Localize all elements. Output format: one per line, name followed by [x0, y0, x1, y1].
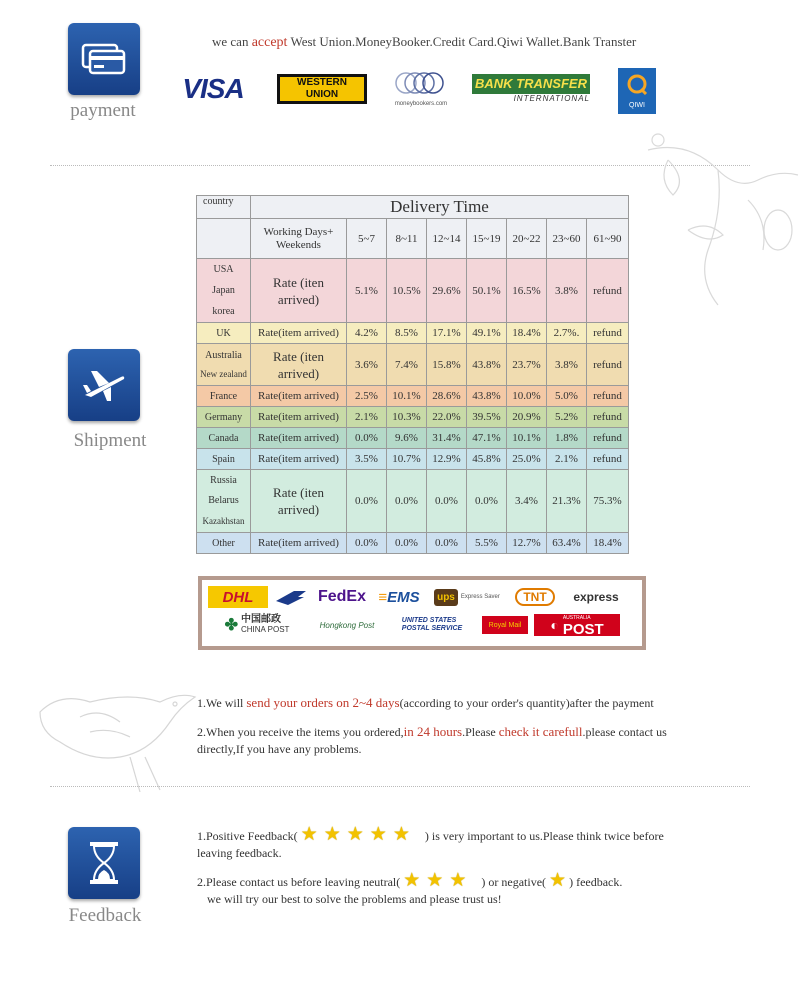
rate-cell: Rate(item arrived)	[251, 449, 347, 470]
value-cell: 10.1%	[387, 386, 427, 407]
value-cell: 47.1%	[467, 428, 507, 449]
fedex-logo: FedEx	[317, 588, 366, 605]
royal-mail-logo: Royal Mail	[482, 616, 528, 634]
table-row	[197, 407, 629, 428]
rate-cell: Rate(item arrived)	[251, 386, 347, 407]
value-cell: 4.2%	[347, 323, 387, 344]
value-cell: 12.7%	[507, 533, 547, 554]
value-cell: 2.5%	[347, 386, 387, 407]
value-cell: 5.0%	[547, 386, 587, 407]
value-cell: 1.8%	[547, 428, 587, 449]
value-cell: 21.3%	[547, 470, 587, 533]
feedback-icon-tile	[68, 827, 140, 899]
value-cell: 49.1%	[467, 323, 507, 344]
dhl-logo: DHL	[208, 586, 268, 608]
value-cell: 10.7%	[387, 449, 427, 470]
table-row	[197, 344, 629, 386]
value-cell: 0.0%	[387, 533, 427, 554]
divider	[50, 786, 750, 787]
column-header: 20~22	[507, 219, 547, 259]
ups-logo: ups Express Saver	[430, 586, 504, 608]
value-cell: 45.8%	[467, 449, 507, 470]
table-row	[197, 259, 629, 323]
western-union-logo: WESTERN UNION	[277, 74, 367, 104]
table-row	[197, 428, 629, 449]
shipment-icon-tile	[68, 349, 140, 421]
value-cell: 3.8%	[547, 259, 587, 323]
value-cell: 0.0%	[347, 533, 387, 554]
country-cell: UK	[197, 323, 251, 344]
rate-cell: Rate(item arrived)	[251, 407, 347, 428]
value-cell: 5.1%	[347, 259, 387, 323]
value-cell: 25.0%	[507, 449, 547, 470]
value-cell: refund	[587, 259, 629, 323]
star-icon: ★	[449, 870, 473, 891]
star-icon: ★	[426, 870, 450, 891]
airplane-icon	[81, 365, 127, 405]
star-icon: ★	[549, 870, 567, 891]
value-cell: 12.9%	[427, 449, 467, 470]
country-cell: USA Japan korea	[197, 259, 251, 323]
value-cell: 0.0%	[387, 470, 427, 533]
value-cell: refund	[587, 344, 629, 386]
star-icon: ★	[323, 824, 347, 845]
positive-stars	[300, 824, 425, 845]
table-row	[197, 533, 629, 554]
delivery-time-table	[196, 195, 629, 554]
table-row	[197, 386, 629, 407]
value-cell: 8.5%	[387, 323, 427, 344]
table-row	[197, 449, 629, 470]
country-cell: Germany	[197, 407, 251, 428]
country-cell: Other	[197, 533, 251, 554]
rate-cell: Rate(item arrived)	[251, 323, 347, 344]
tnt-logo: TNT	[508, 586, 562, 608]
usps-logo: UNITED STATES POSTAL SERVICE	[401, 617, 463, 632]
shipping-note-1: 1.We will send your orders on 2~4 days(according to your order's quantity)after the payment	[197, 695, 654, 710]
star-icon: ★	[392, 824, 416, 845]
value-cell: 22.0%	[427, 407, 467, 428]
value-cell: refund	[587, 428, 629, 449]
value-cell: 31.4%	[427, 428, 467, 449]
star-icon: ★	[369, 824, 393, 845]
rate-cell: Rate(item arrived)	[251, 533, 347, 554]
usps-eagle-logo	[272, 586, 310, 608]
value-cell: 18.4%	[587, 533, 629, 554]
rate-cell: Rate (iten arrived)	[251, 470, 347, 533]
value-cell: 3.8%	[547, 344, 587, 386]
column-header: 12~14	[427, 219, 467, 259]
star-icon: ★	[403, 870, 427, 891]
accepted-methods-text: we can accept West Union.MoneyBooker.Credit Card.Qiwi Wallet.Bank Transter	[212, 34, 637, 50]
hourglass-icon	[87, 840, 121, 886]
value-cell: refund	[587, 386, 629, 407]
decorative-flower-icon	[628, 110, 800, 310]
value-cell: 5.2%	[547, 407, 587, 428]
carrier-logos-box	[198, 576, 646, 650]
moneybookers-logo: moneybookers.com	[388, 70, 454, 110]
table-row	[197, 470, 629, 533]
value-cell: 0.0%	[427, 470, 467, 533]
qiwi-icon	[625, 73, 649, 97]
value-cell: 5.5%	[467, 533, 507, 554]
delivery-time-table-container	[196, 195, 629, 554]
table-header-row	[197, 219, 629, 259]
credit-card-icon	[81, 41, 127, 77]
value-cell: 3.4%	[507, 470, 547, 533]
rate-cell: Rate (iten arrived)	[251, 344, 347, 386]
value-cell: 39.5%	[467, 407, 507, 428]
value-cell: 75.3%	[587, 470, 629, 533]
rate-cell: Rate(item arrived)	[251, 428, 347, 449]
value-cell: 10.5%	[387, 259, 427, 323]
value-cell: 2.1%	[347, 407, 387, 428]
value-cell: 2.1%	[547, 449, 587, 470]
value-cell: refund	[587, 323, 629, 344]
payment-label: payment	[70, 100, 136, 121]
value-cell: 10.0%	[507, 386, 547, 407]
shipping-note-2: 2.When you receive the items you ordered,in 24 hours.Please check it carefull.please contact us directly,If you have any problems.	[197, 724, 667, 756]
value-cell: 50.1%	[467, 259, 507, 323]
country-cell: France	[197, 386, 251, 407]
working-days-header: Working Days+ Weekends	[251, 219, 347, 259]
australia-post-logo: ◐ AUSTRALIA POST	[534, 614, 620, 636]
value-cell: 29.6%	[427, 259, 467, 323]
value-cell: 10.1%	[507, 428, 547, 449]
value-cell: 0.0%	[467, 470, 507, 533]
value-cell: 10.3%	[387, 407, 427, 428]
country-cell: Australia New zealand	[197, 344, 251, 386]
value-cell: 0.0%	[347, 428, 387, 449]
ems-logo: ≡ EMS	[378, 588, 420, 606]
value-cell: 0.0%	[427, 533, 467, 554]
table-title: Delivery Time	[251, 196, 629, 219]
qiwi-logo: QIWI	[618, 68, 656, 114]
feedback-note-1: 1.Positive Feedback( ★★★★★ ) is very important to us.Please think twice before leaving feedback.	[197, 824, 664, 860]
express-logo: express	[573, 590, 619, 604]
moneybookers-rings-icon	[393, 70, 449, 96]
hongkong-post-logo: Hongkong Post	[319, 620, 375, 630]
table-row	[197, 323, 629, 344]
value-cell: 16.5%	[507, 259, 547, 323]
value-cell: 3.5%	[347, 449, 387, 470]
payment-icon-tile	[68, 23, 140, 95]
eagle-icon	[274, 587, 308, 607]
star-icon: ★	[346, 824, 370, 845]
value-cell: refund	[587, 449, 629, 470]
column-header: 8~11	[387, 219, 427, 259]
value-cell: 23.7%	[507, 344, 547, 386]
value-cell: 20.9%	[507, 407, 547, 428]
shipment-label: Shipment	[73, 430, 147, 451]
neutral-stars	[403, 870, 481, 891]
value-cell: 0.0%	[347, 470, 387, 533]
value-cell: 17.1%	[427, 323, 467, 344]
decorative-bird-icon	[20, 672, 200, 802]
value-cell: 63.4%	[547, 533, 587, 554]
column-header: 23~60	[547, 219, 587, 259]
feedback-label: Feedback	[68, 905, 142, 926]
value-cell: 3.6%	[347, 344, 387, 386]
value-cell: 43.8%	[467, 344, 507, 386]
value-cell: 2.7%.	[547, 323, 587, 344]
value-cell: 28.6%	[427, 386, 467, 407]
star-icon: ★	[300, 824, 324, 845]
value-cell: refund	[587, 407, 629, 428]
feedback-note-2: 2.Please contact us before leaving neutral( ★★★ ) or negative( ★ ) feedback. we will try our best to solve the problems and please trust us!	[197, 870, 623, 906]
value-cell: 15.8%	[427, 344, 467, 386]
bank-transfer-logo: BANK TRANSFER INTERNATIONAL	[472, 74, 590, 108]
country-cell: Russia Belarus Kazakhstan	[197, 470, 251, 533]
negative-stars	[549, 870, 569, 891]
country-header: country	[197, 196, 251, 219]
value-cell: 18.4%	[507, 323, 547, 344]
value-cell: 43.8%	[467, 386, 507, 407]
visa-logo: VISA	[182, 73, 244, 104]
column-header: 5~7	[347, 219, 387, 259]
rate-cell: Rate (iten arrived)	[251, 259, 347, 323]
column-header: 61~90	[587, 219, 629, 259]
column-header: 15~19	[467, 219, 507, 259]
country-cell: Canada	[197, 428, 251, 449]
country-cell: Spain	[197, 449, 251, 470]
china-post-logo: ✤ 中国邮政 CHINA POST	[224, 614, 290, 634]
value-cell: 9.6%	[387, 428, 427, 449]
value-cell: 7.4%	[387, 344, 427, 386]
